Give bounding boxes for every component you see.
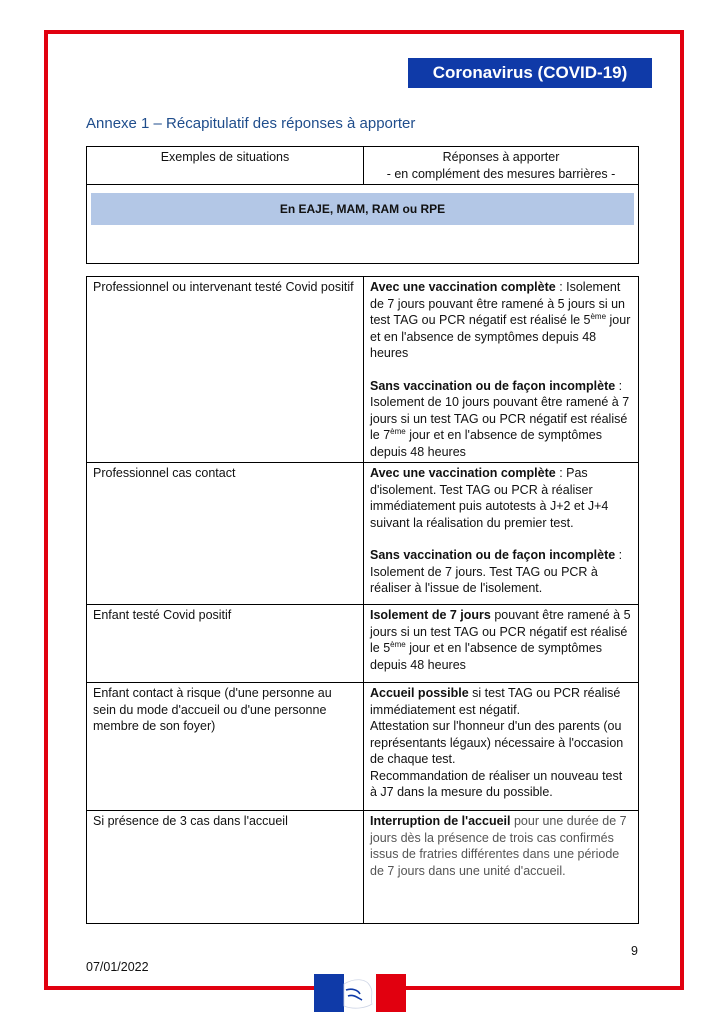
table-row <box>87 463 639 605</box>
situation-text: Enfant testé Covid positif <box>93 608 232 622</box>
context-row <box>87 185 639 264</box>
response-paragraph <box>370 465 632 531</box>
response-cell <box>364 277 639 463</box>
response-bold: Sans vaccination ou de façon incomplète <box>370 548 616 562</box>
context-label: En EAJE, MAM, RAM ou RPE <box>91 193 634 225</box>
response-bold: Interruption de l'accueil <box>370 814 511 828</box>
response-text: : Isolement de 7 jours pouvant être ramené à 5 jours si un test TAG ou PCR négatif est réalisé le 5 <box>370 280 626 327</box>
header-responses <box>364 147 639 185</box>
document-date: 07/01/2022 <box>86 960 149 974</box>
situation-cell <box>87 277 364 463</box>
response-paragraph: Recommandation de réaliser un nouveau test à J7 dans la mesure du possible. <box>370 768 623 799</box>
header-situations-label: Exemples de situations <box>160 150 290 164</box>
situation-cell <box>87 811 364 924</box>
responses-table <box>86 146 639 924</box>
superscript: ème <box>390 426 406 436</box>
marianne-logo <box>314 974 406 1012</box>
table-row <box>87 683 639 811</box>
response-text: pour une durée de 7 jours dès la présence de trois cas confirmés issus de fratries différentes dans une période de 7 jours dans une unité d'accueil. <box>370 814 627 878</box>
response-paragraph <box>370 685 632 718</box>
response-bold: Isolement de 7 jours <box>370 608 491 622</box>
spacer-row <box>87 264 639 277</box>
response-paragraph <box>370 547 632 597</box>
response-paragraph: Attestation sur l'honneur d'un des parents (ou représentants légaux) nécessaire à l'occasion de chaque test. <box>370 719 624 766</box>
situation-text: Si présence de 3 cas dans l'accueil <box>93 814 288 828</box>
response-cell <box>364 811 639 924</box>
response-text: : Isolement de 7 jours. Test TAG ou PCR à réaliser à l'issue de l'isolement. <box>370 548 623 595</box>
context-cell <box>87 185 639 264</box>
situation-text: Professionnel ou intervenant testé Covid positif <box>93 280 354 294</box>
response-text: : Isolement de 10 jours pouvant être ramené à 7 jours si un test TAG ou PCR négatif est réalisé le 7 <box>370 378 630 442</box>
situation-cell <box>87 463 364 605</box>
response-bold: Avec une vaccination complète <box>370 280 556 294</box>
response-paragraph <box>370 607 632 673</box>
response-text: : Pas d'isolement. Test TAG ou PCR à réaliser immédiatement puis autotests à J+2 et J+4 suivant la réalisation du premier test. <box>370 466 609 530</box>
header-situations <box>87 147 364 185</box>
response-cell <box>364 605 639 683</box>
table-header-row <box>87 147 639 185</box>
response-cell <box>364 683 639 811</box>
table-row <box>87 605 639 683</box>
response-bold: Avec une vaccination complète <box>370 466 556 480</box>
header-responses-label: Réponses à apporter <box>442 150 560 164</box>
response-cell <box>364 463 639 605</box>
response-bold: Sans vaccination ou de façon incomplète <box>370 378 616 393</box>
situation-cell <box>87 605 364 683</box>
response-text: jour et en l'absence de symptômes depuis 48 heures <box>370 428 602 459</box>
response-text: pouvant être ramené à 5 jours si un test TAG ou PCR négatif est réalisé le 5 <box>370 608 631 655</box>
table-row <box>87 277 639 463</box>
situation-text: Professionnel cas contact <box>93 466 236 480</box>
response-paragraph <box>370 279 632 362</box>
response-text: jour et en l'absence de symptômes depuis 48 heures <box>370 313 631 360</box>
superscript: ème <box>590 311 607 321</box>
situation-cell <box>87 683 364 811</box>
response-paragraph <box>370 813 632 879</box>
response-paragraph <box>370 378 632 461</box>
response-text: jour et en l'absence de symptômes depuis 48 heures <box>370 641 602 672</box>
response-bold: Accueil possible <box>370 686 469 700</box>
annex-heading: Annexe 1 – Récapitulatif des réponses à apporter <box>86 115 416 132</box>
superscript: ème <box>390 639 406 649</box>
response-text: si test TAG ou PCR réalisé immédiatement est négatif. <box>370 686 621 717</box>
situation-text: Enfant contact à risque (d'une personne au sein du mode d'accueil ou d'une personne membre de son foyer) <box>93 686 332 733</box>
table-row <box>87 811 639 924</box>
covid-banner: Coronavirus (COVID-19) <box>408 58 652 88</box>
page-number: 9 <box>631 944 638 958</box>
header-responses-sublabel: - en complément des mesures barrières - <box>386 166 616 181</box>
marianne-logo-graphic <box>314 974 406 1012</box>
